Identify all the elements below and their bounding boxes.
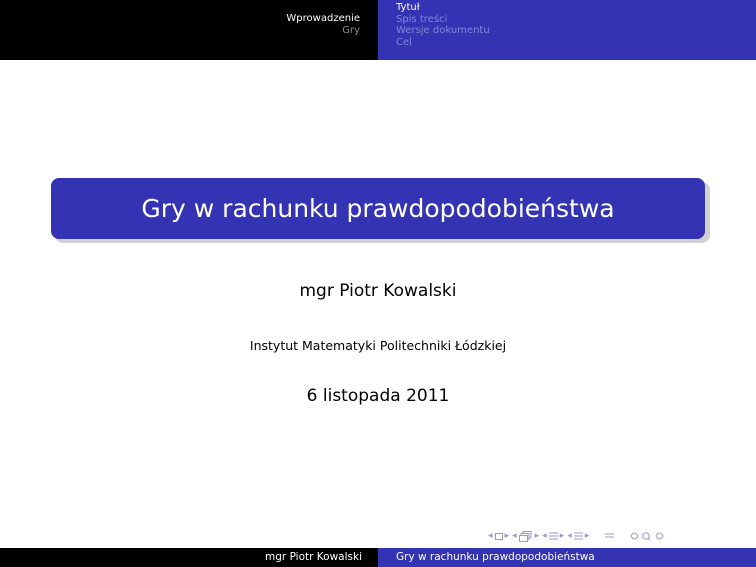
footer-author: mgr Piotr Kowalski <box>265 551 362 563</box>
subsection-link-tytul[interactable]: Tytuł <box>396 2 420 13</box>
appendix-icon[interactable] <box>605 531 614 541</box>
presentation-date: 6 listopada 2011 <box>306 386 450 406</box>
footer-title-panel <box>378 548 756 567</box>
subsection-link-cel[interactable]: Cel <box>396 36 412 48</box>
next-subsection-icon[interactable]: ▸ <box>559 531 565 541</box>
subsection-list <box>396 2 490 48</box>
prev-subsection-icon[interactable]: ◂ <box>542 531 547 541</box>
subsection-link-wersje-dokumentu[interactable]: Wersje dokumentu <box>396 25 490 36</box>
slide-icon[interactable] <box>495 533 503 540</box>
subsection-link-spis-tresci[interactable]: Spis treści <box>396 13 448 25</box>
author-name: mgr Piotr Kowalski <box>299 281 457 301</box>
next-slide-icon[interactable]: ▸ <box>504 531 510 541</box>
slide-nav-group <box>488 529 509 543</box>
prev-section-icon[interactable]: ◂ <box>567 531 572 541</box>
section-list <box>286 13 360 37</box>
header-navigation <box>0 0 756 60</box>
section-link-wprowadzenie[interactable]: Wprowadzenie <box>286 13 360 24</box>
frame-nav-group <box>512 529 539 543</box>
presentation-title: Gry w rachunku prawdopodobieństwa <box>141 194 615 223</box>
prev-frame-icon[interactable]: ◂ <box>512 531 517 541</box>
institute-name: Instytut Matematyki Politechniki Łódzkiej <box>249 338 507 353</box>
subsection-icon[interactable] <box>549 531 558 541</box>
subsection-nav-group <box>542 529 564 543</box>
section-icon[interactable] <box>574 531 583 541</box>
frame-icon[interactable] <box>519 531 533 542</box>
footer-title: Gry w rachunku prawdopodobieństwa <box>396 551 595 563</box>
title-box <box>51 178 705 239</box>
search-icon[interactable] <box>630 531 664 541</box>
subsection-navigation <box>378 0 756 60</box>
section-link-gry[interactable]: Gry <box>342 25 360 36</box>
section-navigation <box>0 0 378 60</box>
footer <box>0 548 756 567</box>
prev-slide-icon[interactable]: ◂ <box>488 531 493 541</box>
navigation-symbols <box>488 529 664 543</box>
next-section-icon[interactable]: ▸ <box>584 531 590 541</box>
footer-author-panel <box>0 548 378 567</box>
next-frame-icon[interactable]: ▸ <box>534 531 540 541</box>
section-nav-group <box>567 529 589 543</box>
